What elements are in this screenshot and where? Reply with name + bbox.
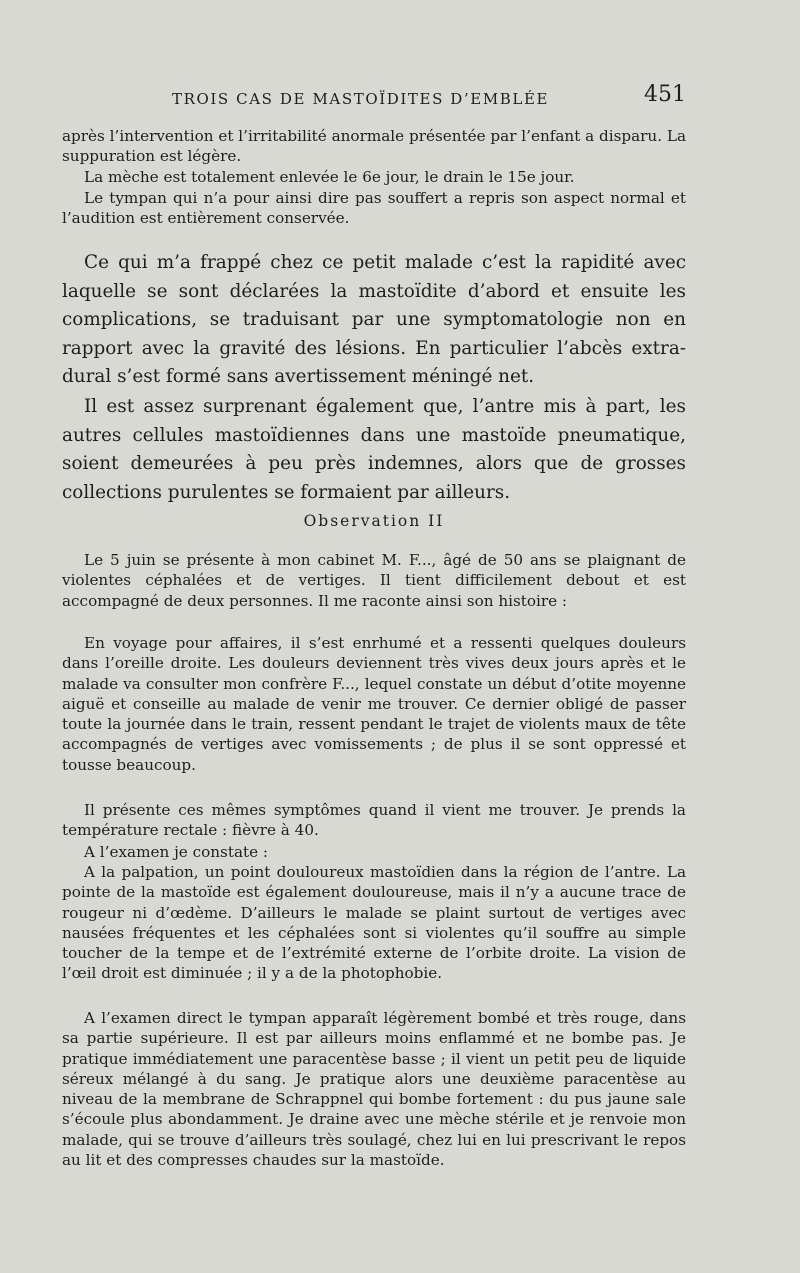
section-heading: Observation II [303,512,445,530]
page-number: 451 [644,82,686,107]
intro-paragraph-1: après l’intervention et l’irritabilité anormale présentée par l’enfant a disparu. La suppuration est légère. [62,127,686,166]
running-title: TROIS CAS DE MASTOÏDITES D’EMBLÉE [172,90,550,108]
page-header [62,82,686,112]
commentary-paragraph-1: Ce qui m’a frappé chez ce petit malade c’est la rapidité avec laquelle se sont déclarées la mastoïdite d’abord et ensuite les complications, se traduisant par une symptomatologie non en rapport avec la gravité des lésions. En particulier l’abcès extra-dural s’est formé sans avertissement méningé net. [62,252,686,388]
observation-paragraph-2: En voyage pour affaires, il s’est enrhumé et a ressenti quelques douleurs dans l’oreille droite. Les douleurs deviennent très vives deux jours après et le malade va consulter mon confrère F..., lequel constate un début d’otite moyenne aiguë et conseille au malade de venir me trouver. Ce dernier obligé de passer toute la journée dans le train, ressent pendant le trajet de violents maux de tête accompagnés de vertiges avec vomissements ; de plus il se sont oppressé et tousse beaucoup. [62,634,686,774]
commentary-paragraph-2: Il est assez surprenant également que, l’antre mis à part, les autres cellules mastoïdiennes dans une mastoïde pneumatique, soient demeurées à peu près indemnes, alors que de grosses collections purulentes se formaient par ailleurs. [62,396,686,503]
observation-paragraph-1: Le 5 juin se présente à mon cabinet M. F..., âgé de 50 ans se plaignant de violentes céphalées et de vertiges. Il tient difficilement debout et est accompagné de deux personnes. Il me raconte ainsi son histoire : [62,551,686,610]
observation-paragraph-3: Il présente ces mêmes symptômes quand il vient me trouver. Je prends la température rectale : fièvre à 40. [62,801,686,840]
observation-paragraph-5: A la palpation, un point douloureux mastoïdien dans la région de l’antre. La pointe de la mastoïde est également douloureuse, mais il n’y a aucune trace de rougeur ni d’œdème. D’ailleurs le malade se plaint surtout de vertiges avec nausées fréquentes et les céphalées sont si violentes qu’il souffre au simple toucher de la tempe et de l’extrémité externe de l’orbite droite. La vision de l’œil droit est diminuée ; il y a de la photophobie. [62,863,686,983]
intro-paragraph-3: Le tympan qui n’a pour ainsi dire pas souffert a repris son aspect normal et l’audition est entièrement conservée. [62,189,686,228]
observation-paragraph-6: A l’examen direct le tympan apparaît légèrement bombé et très rouge, dans sa partie supérieure. Il est par ailleurs moins enflammé et ne bombe pas. Je pratique immédiatement une paracentèse basse ; il vient un petit peu de liquide séreux mélangé à du sang. Je pratique alors une deuxième paracentèse au niveau de la membrane de Schrappnel qui bombe fortement : du pus jaune sale s’écoule plus abondamment. Je draine avec une mèche stérile et je renvoie mon malade, qui se trouve d’ailleurs très soulagé, chez lui en lui prescrivant le repos au lit et des compresses chaudes sur la mastoïde. [62,1009,686,1170]
intro-paragraph-2: La mèche est totalement enlevée le 6e jour, le drain le 15e jour. [84,168,575,186]
observation-paragraph-4: A l’examen je constate : [84,843,269,861]
